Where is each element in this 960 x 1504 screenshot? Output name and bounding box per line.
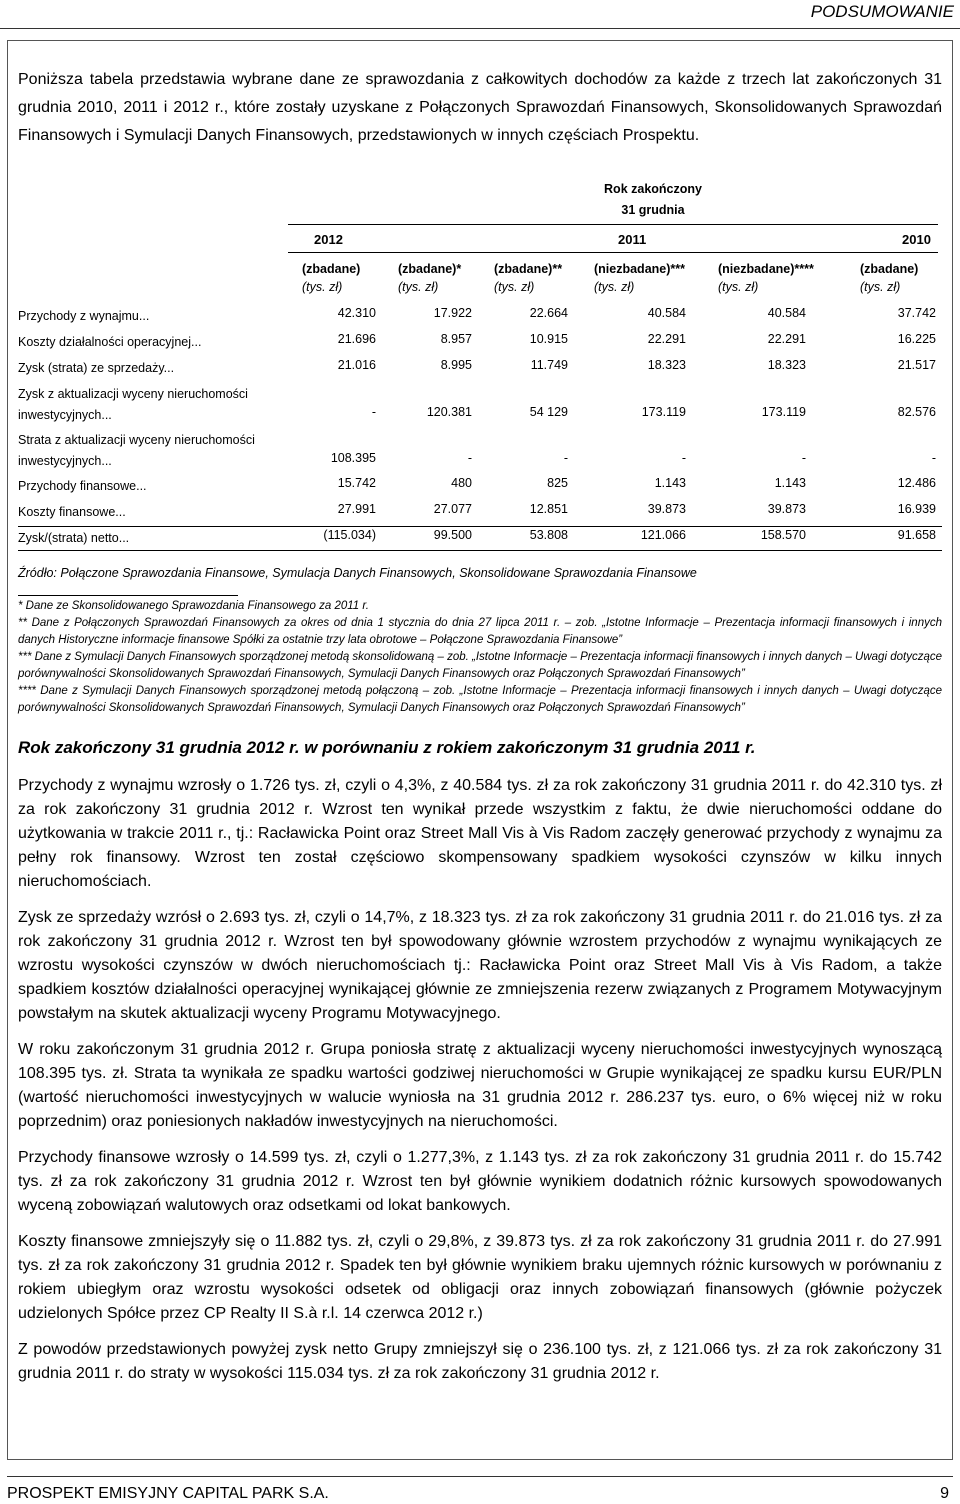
period-line-2: 31 grudnia bbox=[621, 203, 685, 217]
section-name: PODSUMOWANIE bbox=[810, 2, 954, 21]
table-cell: 11.749 bbox=[530, 358, 568, 372]
table-cell: 8.957 bbox=[440, 332, 472, 346]
paragraph-valuation-loss: W roku zakończonym 31 grudnia 2012 r. Grupa poniosła stratę z aktualizacji wyceny nieruchomości inwestycyjnych wynoszącą 108.395 tys. zł. Strata ta wynikała ze spadku wartości godziwej nieruchomości w Grupie wynikającej ze spadku kursu EUR/PLN (wartość nieruchomości inwestycyjnych w walucie wyniosła na 31 grudnia 2012 r. 286.237 tys. euro, o 6% więcej niż w roku poprzednim) oraz poniesionych nakładów inwestycyjnych na nieruchomości. bbox=[18, 1041, 942, 1130]
footnote-2: ** Dane z Połączonych Sprawozdań Finansowych za okres od dnia 1 stycznia do dnia 27 lipca 2011 r. – zob. „Istotne Informacje – Prezentacja informacji finansowych i innych danych Historyczne informacje finansowe Spółki za ostatnie trzy lata obrotowe – Połączone Sprawozdania Finansowe” bbox=[18, 617, 942, 646]
table-cell: 40.584 bbox=[647, 306, 686, 320]
footnote-separator bbox=[18, 595, 238, 596]
row-label: Zysk/(strata) netto... bbox=[18, 531, 130, 545]
table-cell: 10.915 bbox=[529, 332, 568, 346]
table-cell: 54 129 bbox=[529, 405, 568, 419]
row-label: Zysk (strata) ze sprzedaży... bbox=[18, 361, 175, 375]
table-cell: - bbox=[371, 405, 376, 419]
paragraph-rental-income: Przychody z wynajmu wzrosły o 1.726 tys. zł, czyli o 4,3%, z 40.584 tys. zł za rok zakończony 31 grudnia 2011 r. do 42.310 tys. zł za rok zakończony 31 grudnia 2012 r. Wzrost ten wynikał przede wszystkim z faktu, że dwie nieruchomości oddane do użytkowania w trakcie 2011 r., tj.: Racławicka Point oraz Street Mall Vis à Vis Radom zaczęły generować przychody z wynajmu za pełny rok finansowy. Wzrost ten został częściowo skompensowany spadkiem wysokości czynszów w kilku innych nieruchomościach. bbox=[18, 777, 942, 890]
page-header bbox=[0, 0, 960, 29]
year-2012: 2012 bbox=[314, 232, 343, 247]
table-cell: 158.570 bbox=[760, 528, 806, 542]
table-cell: 42.310 bbox=[337, 306, 376, 320]
col-header-1: (zbadane) (tys. zł) bbox=[302, 262, 361, 294]
footnote-3: *** Dane z Symulacji Danych Finansowych sporządzonej metodą skonsolidowaną – zob. „Istotne Informacje – Prezentacja informacji finansowych i innych danych – Uwagi dotyczące porównywalności Skonsolidowanych Sprawozdań Finansowych, Symulacji Danych Finansowych oraz Połączonych Sprawozdań Finansowych” bbox=[18, 651, 942, 680]
paragraph-sales-profit: Zysk ze sprzedaży wzrósł o 2.693 tys. zł, czyli o 14,7%, z 18.323 tys. zł za rok zakończony 31 grudnia 2011 r. do 21.016 tys. zł za rok zakończony 31 grudnia 2012 r. Wzrost ten był spowodowany głównie wzrostem przychodów z wynajmu wynikających ze wzrostu wysokości czynszów w dwóch nieruchomościach tj.: Racławicka Point oraz Street Mall Vis à Vis Radom, a także spadkiem kosztów działalności operacyjnej wynikającej głównie ze zmniejszenia rezerw związanych z Programem Motywacyjnym powstałym na skutek aktualizacji wyceny Programu Motywacyjnego. bbox=[18, 909, 942, 1022]
footnotes bbox=[18, 598, 942, 717]
table-cell: 39.873 bbox=[767, 502, 806, 516]
table-cell: 15.742 bbox=[337, 476, 376, 490]
footnote-4: **** Dane z Symulacji Danych Finansowych sporządzonej metodą połączoną – zob. „Istotne Informacje – Prezentacja informacji finansowych i innych danych – Uwagi dotyczące porównywalności Skonsolidowanych Sprawozdań Finansowych, Symulacji Danych Finansowych oraz Połączonych Sprawozdań Finansowych” bbox=[18, 685, 942, 714]
table-cell: 173.119 bbox=[761, 405, 806, 419]
table-cell: 18.323 bbox=[647, 358, 686, 372]
table-cell: 108.395 bbox=[330, 451, 376, 465]
table-cell: (115.034) bbox=[323, 528, 376, 542]
table-cell: 1.143 bbox=[774, 476, 806, 490]
table-cell: 825 bbox=[547, 476, 568, 490]
row-label: Zysk z aktualizacji wyceny nieruchomości inwestycyjnych... bbox=[18, 387, 248, 422]
table-cell: 8.995 bbox=[440, 358, 472, 372]
col-header-4: (niezbadane)*** (tys. zł) bbox=[594, 262, 685, 294]
footnote-1: * Dane ze Skonsolidowanego Sprawozdania Finansowego za 2011 r. bbox=[18, 600, 369, 612]
table-cell: 27.991 bbox=[337, 502, 376, 516]
row-label: Koszty działalności operacyjnej... bbox=[18, 335, 202, 349]
net-result-rule bbox=[18, 526, 942, 527]
table-cell: 22.291 bbox=[647, 332, 686, 346]
table-cell: 120.381 bbox=[426, 405, 472, 419]
table-cell: - bbox=[801, 451, 806, 465]
table-cell: - bbox=[563, 451, 568, 465]
table-cell: 22.664 bbox=[529, 306, 568, 320]
table-bottom-rule bbox=[18, 550, 942, 551]
table-cell: - bbox=[681, 451, 686, 465]
row-label: Strata z aktualizacji wyceny nieruchomości inwestycyjnych... bbox=[18, 433, 255, 468]
paragraph-finance-income: Przychody finansowe wzrosły o 14.599 tys. zł, czyli o 1.277,3%, z 1.143 tys. zł za rok zakończony 31 grudnia 2011 r. do 15.742 tys. zł za rok zakończony 31 grudnia 2012 r. Wzrost ten był głównie wynikiem dodatnich różnic kursowych spowodowanych wyceną zobowiązań walutowych oraz odsetkami od lokat bankowych. bbox=[18, 1149, 942, 1214]
row-label: Koszty finansowe... bbox=[18, 505, 126, 519]
col-header-6: (zbadane) (tys. zł) bbox=[860, 262, 919, 294]
row-label: Przychody finansowe... bbox=[18, 479, 147, 493]
page-number: 9 bbox=[940, 1485, 949, 1502]
table-cell: 40.584 bbox=[767, 306, 806, 320]
col-header-2: (zbadane)* (tys. zł) bbox=[398, 262, 462, 294]
table-cell: 480 bbox=[451, 476, 472, 490]
table-cell: 21.517 bbox=[897, 358, 936, 372]
year-2011: 2011 bbox=[618, 232, 647, 247]
table-cell: 37.742 bbox=[897, 306, 936, 320]
table-cell: 21.696 bbox=[337, 332, 376, 346]
body-text bbox=[18, 774, 942, 1398]
section-title: Rok zakończony 31 grudnia 2012 r. w porównaniu z rokiem zakończonym 31 grudnia 2011 r. bbox=[18, 738, 756, 757]
row-label: Przychody z wynajmu... bbox=[18, 309, 150, 323]
period-line-1: Rok zakończony bbox=[604, 182, 702, 196]
table-cell: 1.143 bbox=[654, 476, 686, 490]
paragraph-net-result: Z powodów przedstawionych powyżej zysk netto Grupy zmniejszył się o 236.100 tys. zł, z 121.066 tys. zł za rok zakończony 31 grudnia 2011 r. do straty w wysokości 115.034 tys. zł za rok zakończony 31 grudnia 2012 r. bbox=[18, 1341, 942, 1382]
table-cell: 21.016 bbox=[337, 358, 376, 372]
publication-title: PROSPEKT EMISYJNY CAPITAL PARK S.A. bbox=[7, 1485, 329, 1502]
table-cell: 91.658 bbox=[897, 528, 936, 542]
page-footer bbox=[7, 1476, 953, 1503]
table-cell: 12.851 bbox=[529, 502, 568, 516]
table-cell: 39.873 bbox=[647, 502, 686, 516]
header-rule-years bbox=[288, 252, 938, 253]
header-rule-top bbox=[288, 224, 938, 225]
table-cell: 82.576 bbox=[897, 405, 936, 419]
table-cell: 53.808 bbox=[529, 528, 568, 542]
table-cell: - bbox=[467, 451, 472, 465]
table-cell: 17.922 bbox=[433, 306, 472, 320]
col-header-3: (zbadane)** (tys. zł) bbox=[494, 262, 563, 294]
period-header bbox=[578, 179, 728, 221]
source-note: Źródło: Połączone Sprawozdania Finansowe, Symulacja Danych Finansowych, Skonsolidowane Sprawozdania Finansowe bbox=[18, 566, 697, 580]
year-2010: 2010 bbox=[902, 232, 931, 247]
table-cell: 16.939 bbox=[897, 502, 936, 516]
intro-paragraph: Poniższa tabela przedstawia wybrane dane ze sprawozdania z całkowitych dochodów za każde z trzech lat zakończonych 31 grudnia 2010, 2011 i 2012 r., które zostały uzyskane z Połączonych Sprawozdań Finansowych, Skonsolidowanych Sprawozdań Finansowych i Symulacji Danych Finansowych, przedstawionych w innych częściach Prospektu. bbox=[18, 71, 942, 144]
table-cell: 173.119 bbox=[641, 405, 686, 419]
table-cell: 27.077 bbox=[433, 502, 472, 516]
table-cell: 121.066 bbox=[640, 528, 686, 542]
table-cell: - bbox=[931, 451, 936, 465]
col-header-5: (niezbadane)**** (tys. zł) bbox=[718, 262, 814, 294]
table-cell: 12.486 bbox=[897, 476, 936, 490]
table-cell: 22.291 bbox=[767, 332, 806, 346]
table-cell: 99.500 bbox=[433, 528, 472, 542]
table-cell: 16.225 bbox=[897, 332, 936, 346]
paragraph-finance-costs: Koszty finansowe zmniejszyły się o 11.882 tys. zł, czyli o 29,8%, z 39.873 tys. zł za rok zakończony 31 grudnia 2011 r. do 27.991 tys. zł za rok zakończony 31 grudnia 2012 r. Spadek ten był głównie wynikiem braku ujemnych różnic kursowych w porównaniu z rokiem ubiegłym oraz wzrostu wysokości odsetek od obligacji oraz innych zobowiązań finansowych (głównie pożyczek udzielonych Spółce przez CP Realty II S.à r.l. 14 czerwca 2012 r.) bbox=[18, 1233, 942, 1322]
table-cell: 18.323 bbox=[767, 358, 806, 372]
